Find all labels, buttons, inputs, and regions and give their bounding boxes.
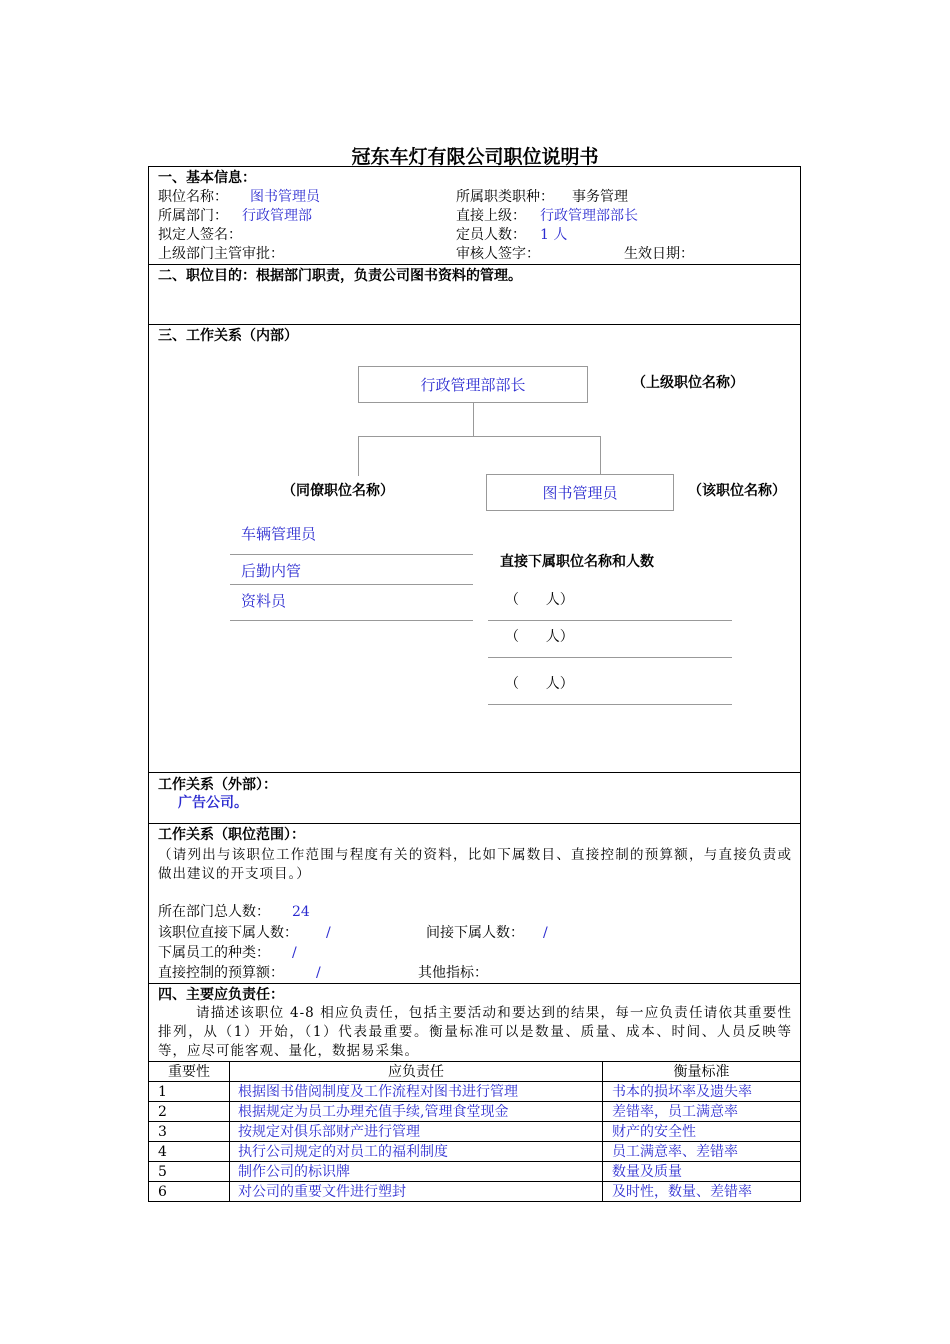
divider xyxy=(148,823,801,824)
category-value: 事务管理 xyxy=(572,189,628,205)
org-connector xyxy=(358,436,600,437)
row-rank: 3 xyxy=(158,1124,167,1140)
row-standard: 员工满意率、差错率 xyxy=(612,1144,738,1160)
org-connector xyxy=(473,403,474,436)
row-rank: 4 xyxy=(158,1144,167,1160)
dept-total-label: 所在部门总人数： xyxy=(158,904,270,920)
budget-label: 直接控制的预算额： xyxy=(158,965,284,981)
table-rule xyxy=(602,1061,603,1202)
row-rank: 5 xyxy=(158,1164,167,1180)
duties-note: 请描述该职位 4-8 相应负责任，包括主要活动和要达到的结果，每一应负责任请依其重要性排列，从（1）开始，（1）代表最重要。衡量标准可以是数量、质量、成本、时间、人员反映等等，应尽可能客观、量化，数据易采集。 xyxy=(158,1005,792,1059)
dept-value: 行政管理部 xyxy=(242,208,312,224)
row-rank: 2 xyxy=(158,1104,167,1120)
subordinate-divider xyxy=(488,704,732,705)
direct-sub-value: / xyxy=(326,925,331,941)
effective-date-label: 生效日期： xyxy=(624,246,694,262)
superior-label: 直接上级： xyxy=(456,208,526,224)
reviewer-label: 审核人签字： xyxy=(456,246,540,262)
subordinate-divider xyxy=(488,620,732,621)
self-position-box: 图书管理员 xyxy=(486,474,674,511)
peer-item: 后勤内管 xyxy=(241,562,302,580)
indirect-sub-label: 间接下属人数： xyxy=(426,925,524,941)
row-duty: 根据规定为员工办理充值手续,管理食堂现金 xyxy=(238,1104,509,1120)
peer-divider xyxy=(230,584,473,585)
peer-item: 资料员 xyxy=(241,592,287,610)
budget-value: / xyxy=(316,965,321,981)
row-duty: 执行公司规定的对员工的福利制度 xyxy=(238,1144,448,1160)
dept-label: 所属部门： xyxy=(158,208,228,224)
column-header-standard: 衡量标准 xyxy=(673,1064,730,1080)
row-duty: 制作公司的标识牌 xyxy=(238,1164,350,1180)
sub-types-label: 下属员工的种类： xyxy=(158,945,270,961)
dept-total-value: 24 xyxy=(292,904,310,920)
row-rank: 1 xyxy=(158,1084,167,1100)
direct-sub-label: 该职位直接下属人数： xyxy=(158,925,298,941)
subordinate-item: （ 人） xyxy=(505,629,574,645)
row-duty: 按规定对俱乐部财产进行管理 xyxy=(238,1124,420,1140)
peer-caption: （同僚职位名称） xyxy=(282,483,394,499)
superior-caption: （上级职位名称） xyxy=(632,375,744,391)
row-standard: 数量及质量 xyxy=(612,1164,682,1180)
peer-item: 车辆管理员 xyxy=(241,525,317,543)
column-header-rank: 重要性 xyxy=(168,1064,210,1080)
row-duty: 对公司的重要文件进行塑封 xyxy=(238,1184,406,1200)
row-standard: 财产的安全性 xyxy=(612,1124,696,1140)
peer-divider xyxy=(230,554,473,555)
other-metrics-label: 其他指标： xyxy=(418,965,488,981)
divider xyxy=(148,983,801,984)
scope-heading: 工作关系（职位范围）： xyxy=(158,827,305,843)
approver-label: 上级部门主管审批： xyxy=(158,246,284,262)
purpose-text: 二、职位目的：根据部门职责，负责公司图书资料的管理。 xyxy=(158,268,522,284)
internal-relations-heading: 三、工作关系（内部） xyxy=(158,328,298,344)
table-rule xyxy=(229,1061,230,1202)
sub-types-value: / xyxy=(292,945,297,961)
duties-heading: 四、主要应负责任： xyxy=(158,987,284,1003)
position-label: 职位名称： xyxy=(158,189,228,205)
position-value: 图书管理员 xyxy=(250,189,320,205)
row-standard: 差错率，员工满意率 xyxy=(612,1104,738,1120)
peer-divider xyxy=(230,620,473,621)
subordinate-item: （ 人） xyxy=(505,592,574,608)
divider xyxy=(148,324,801,325)
headcount-label: 定员人数： xyxy=(456,227,526,243)
org-connector xyxy=(358,436,359,476)
headcount-value: 1 人 xyxy=(540,227,568,243)
divider xyxy=(148,264,801,265)
scope-note: （请列出与该职位工作范围与程度有关的资料，比如下属数目、直接控制的预算额，与直接负责或做出建议的开支项目。） xyxy=(158,847,792,882)
subordinate-item: （ 人） xyxy=(505,676,574,692)
row-rank: 6 xyxy=(158,1184,167,1200)
drafter-label: 拟定人签名： xyxy=(158,227,242,243)
subordinate-divider xyxy=(488,657,732,658)
column-header-duty: 应负责任 xyxy=(388,1064,444,1080)
external-relations-heading: 工作关系（外部）： xyxy=(158,777,277,793)
org-connector xyxy=(600,436,601,474)
superior-position-box: 行政管理部部长 xyxy=(358,366,588,403)
superior-value: 行政管理部部长 xyxy=(540,208,638,224)
row-standard: 及时性，数量、差错率 xyxy=(612,1184,752,1200)
basic-info-heading: 一、基本信息： xyxy=(158,170,256,186)
indirect-sub-value: / xyxy=(543,925,548,941)
row-standard: 书本的损坏率及遗失率 xyxy=(612,1084,752,1100)
category-label: 所属职类职种： xyxy=(456,189,554,205)
divider xyxy=(148,772,801,773)
external-relations-value: 广告公司。 xyxy=(178,795,248,811)
row-duty: 根据图书借阅制度及工作流程对图书进行管理 xyxy=(238,1084,518,1100)
self-caption: （该职位名称） xyxy=(688,483,786,499)
subordinates-caption: 直接下属职位名称和人数 xyxy=(500,554,654,570)
page-title: 冠东车灯有限公司职位说明书 xyxy=(351,146,599,168)
